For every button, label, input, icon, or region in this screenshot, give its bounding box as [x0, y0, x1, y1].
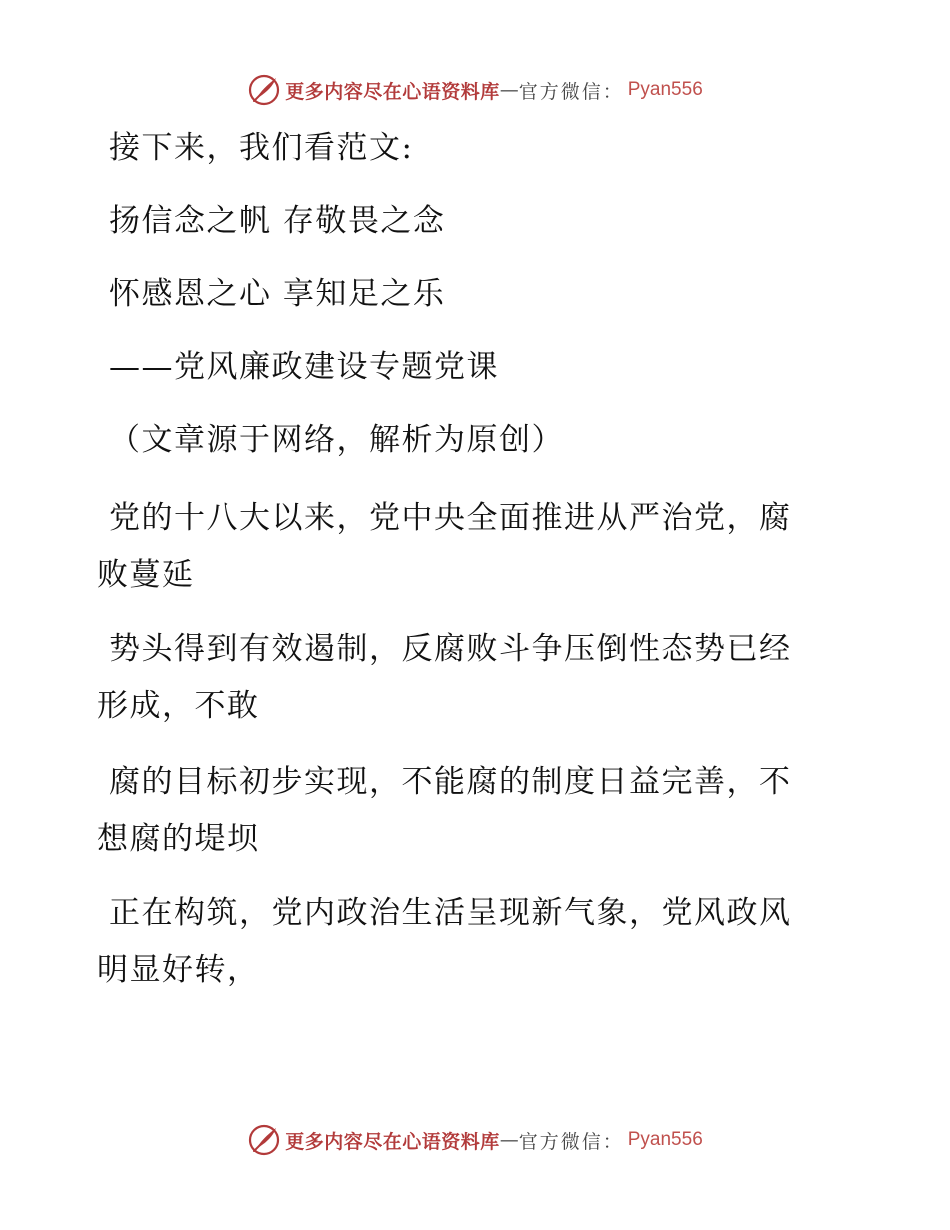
feather-pen-logo-icon	[247, 73, 281, 107]
feather-pen-logo-icon	[247, 1123, 281, 1157]
banner-dash: —	[499, 79, 519, 101]
banner-wechat-label: 官方微信：	[518, 80, 624, 103]
paragraph-2-line-1: 势头得到有效遏制，反腐败斗争压倒性态势已经	[109, 631, 792, 667]
paragraph-4-line-2: 明显好转，	[97, 952, 260, 988]
footer-banner	[0, 1120, 950, 1160]
paragraph-3-line-1: 腐的目标初步实现，不能腐的制度日益完善，不	[109, 764, 792, 800]
source-note: （文章源于网络，解析为原创）	[109, 422, 564, 458]
paragraph-1-line-2: 败蔓延	[97, 557, 195, 593]
banner-wechat-id: Pyan556	[627, 1129, 703, 1150]
paragraph-2-line-2: 形成，不敢	[97, 688, 260, 724]
title-line-2: 怀感恩之心 享知足之乐	[109, 276, 446, 312]
banner-slogan: 更多内容尽在心语资料库	[285, 80, 500, 103]
title-line-1: 扬信念之帆 存敬畏之念	[109, 203, 446, 239]
paragraph-4-line-1: 正在构筑，党内政治生活呈现新气象，党风政风	[109, 895, 792, 931]
banner-slogan: 更多内容尽在心语资料库	[285, 1130, 500, 1153]
banner-wechat-label: 官方微信：	[518, 1130, 624, 1153]
banner-wechat-id: Pyan556	[627, 79, 703, 100]
banner-dash: —	[499, 1129, 519, 1151]
intro-line: 接下来，我们看范文:	[109, 130, 414, 166]
subtitle-line: ——党风廉政建设专题党课	[109, 349, 499, 385]
header-banner	[0, 70, 950, 110]
paragraph-3-line-2: 想腐的堤坝	[97, 821, 260, 857]
paragraph-1-line-1: 党的十八大以来，党中央全面推进从严治党，腐	[109, 500, 792, 536]
